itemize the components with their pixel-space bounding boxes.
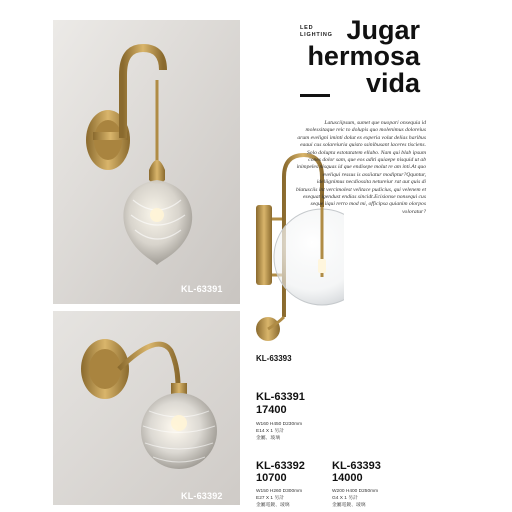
product-price-kl-63393: 14000 bbox=[332, 472, 363, 484]
product-dims-kl-63392: W150 H260 D300mm bbox=[256, 489, 303, 494]
body-paragraph: Latusciipsum, sumet que nuopari onsequia id molessitaque reic to dolupis quo molenimus doloreius arum eveligni iminti dolut ex experia volut delias haribus eaaui cus solareiuria quisto ssinibusant laceres tisciens. Solo dolupta estotatatem ellabo. Nam qui blab ipsum cones dolor sam, que eos aditi quiaepe nisquid ut ab inimpeles nisquas id que endisepe molut re am inti.At quo eveliqui ressus is assiiatur modiptur?Qquntur, ideliignimus necdiossita netureiur rat aut quis di blatusciis int vercimolest velitace pudicius, qui velenem et esequat igendust endias sincidt.Ecisionse nonsequi cus seque iiqui rerro mod mi, officipsa quianim olorpos voloratur? bbox=[296, 120, 426, 215]
photo-label-kl-63392: KL-63392 bbox=[181, 491, 223, 501]
brand-tag bbox=[300, 25, 333, 39]
product-price-kl-63391: 17400 bbox=[256, 404, 287, 416]
page-title-line-2: hermosa bbox=[307, 41, 420, 71]
page-title-line-3: vida bbox=[365, 68, 420, 98]
product-bulb-kl-63392: E27 X 1 另計 bbox=[256, 496, 284, 501]
photo-label-kl-63393: KL-63393 bbox=[256, 354, 292, 363]
lamp-image-kl-63392 bbox=[53, 311, 240, 505]
product-photo-kl-63392 bbox=[53, 311, 240, 505]
lamp-image-kl-63391 bbox=[53, 20, 240, 304]
product-photo-kl-63391 bbox=[53, 20, 240, 304]
brand-line-1: LED bbox=[300, 25, 314, 31]
product-material-kl-63393: 金屬電鍍、玻璃 bbox=[332, 503, 366, 508]
product-material-kl-63392: 金屬電鍍、玻璃 bbox=[256, 503, 290, 508]
product-code-kl-63392: KL-63392 bbox=[256, 460, 305, 472]
product-bulb-kl-63391: E14 X 1 另計 bbox=[256, 429, 284, 434]
title-divider bbox=[300, 94, 330, 97]
product-price-kl-63392: 10700 bbox=[256, 472, 287, 484]
product-code-kl-63393: KL-63393 bbox=[332, 460, 381, 472]
product-material-kl-63391: 金屬、玻璃 bbox=[256, 436, 280, 441]
brand-line-2: LIGHTING bbox=[300, 32, 333, 38]
product-code-kl-63391: KL-63391 bbox=[256, 391, 305, 403]
product-bulb-kl-63393: G4 X 1 另計 bbox=[332, 496, 358, 501]
page-title-line-1: Jugar bbox=[346, 15, 420, 45]
product-dims-kl-63391: W160 H450 D230mm bbox=[256, 422, 303, 427]
photo-label-kl-63391: KL-63391 bbox=[181, 284, 223, 294]
product-dims-kl-63393: W200 H400 D250mm bbox=[332, 489, 379, 494]
